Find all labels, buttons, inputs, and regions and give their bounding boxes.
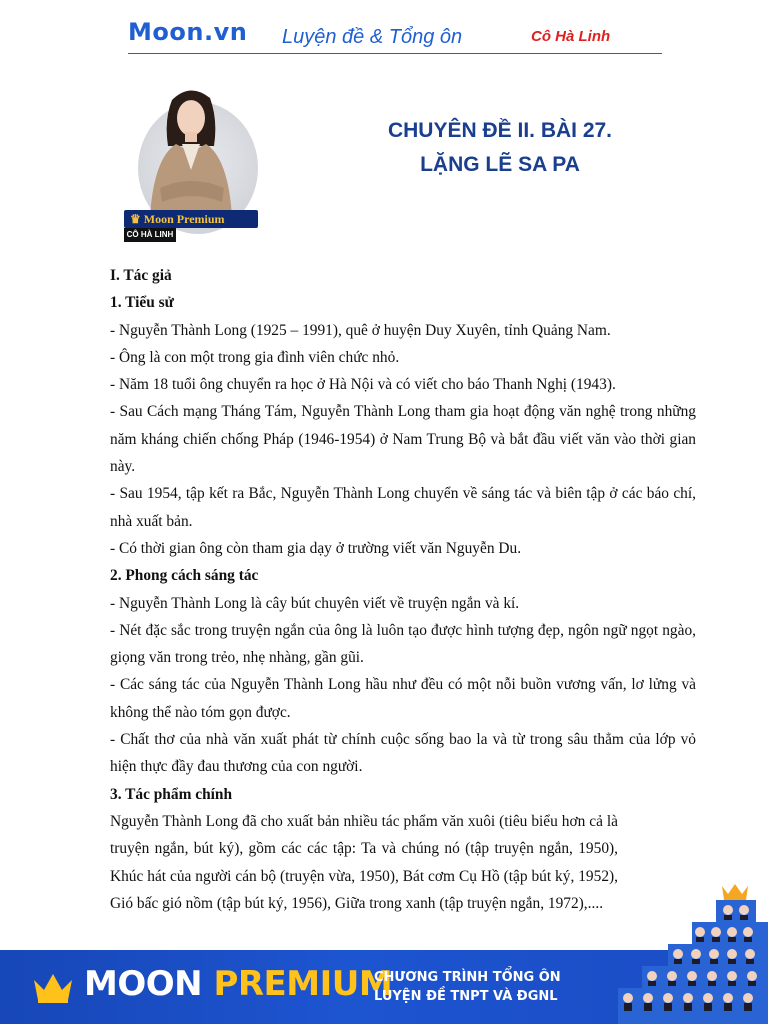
banner-program-line2: LUYỆN ĐỀ TNPT VÀ ĐGNL: [374, 989, 558, 1004]
paragraph: - Chất thơ của nhà văn xuất phát từ chính cuộc sống bao la và từ trong sâu thẳm của lớp vỏ hiện thực đầy đau thương của con người.: [110, 731, 696, 776]
crown-icon: [32, 970, 74, 1004]
banner-program: [374, 968, 561, 1006]
badge-label: Moon Premium: [143, 212, 225, 226]
teacher-portrait: [124, 80, 258, 246]
paragraph: - Nguyễn Thành Long (1925 – 1991), quê ở huyện Duy Xuyên, tỉnh Quảng Nam.: [110, 321, 611, 339]
badge-title: [124, 210, 258, 228]
paragraph: - Nguyễn Thành Long là cây bút chuyên viết về truyện ngắn và kí.: [110, 594, 520, 612]
subsection-heading: 1. Tiểu sử: [110, 294, 174, 312]
header-tagline: Luyện đề & Tổng ôn: [282, 26, 463, 48]
page-header: [128, 18, 662, 54]
subsection-heading: 3. Tác phẩm chính: [110, 785, 233, 803]
teacher-photo-icon: [124, 80, 258, 220]
paragraph: - Nét đặc sắc trong truyện ngắn của ông là luôn tạo được hình tượng đẹp, ngôn ngữ ngọt ngào, giọng văn trong trẻo, nhẹ nhàng, gần gũi.: [110, 621, 696, 667]
banner-brand: [84, 964, 392, 1004]
paragraph: Nguyễn Thành Long đã cho xuất bản nhiều tác phẩm văn xuôi (tiêu biểu hơn cả là truyện ngắn, bút ký), gồm các các tập: Ta và chúng nó (tập truyện ngắn, 1950), Khúc hát của người cán bộ (truyện vừa, 1950), Bát cơm Cụ Hồ (tập bút ký, 1952), Gió bấc gió nồm (tập bút ký, 1956), Giữa trong xanh (tập truyện ngắn, 1972),....: [110, 812, 618, 912]
crown-icon: ♛: [130, 212, 144, 226]
lesson-title-line1: CHUYÊN ĐỀ II. BÀI 27.: [387, 119, 613, 142]
paragraph: - Có thời gian ông còn tham gia dạy ở trường viết văn Nguyễn Du.: [110, 539, 522, 557]
teacher-team-image: [600, 880, 768, 1024]
banner-program-line1: CHƯƠNG TRÌNH TỔNG ÔN: [374, 970, 561, 985]
lesson-title: [330, 114, 670, 182]
lesson-title-line2: LẶNG LẼ SA PA: [420, 153, 580, 176]
moon-premium-badge: [124, 210, 258, 242]
paragraph: - Sau 1954, tập kết ra Bắc, Nguyễn Thành Long chuyển về sáng tác và biên tập ở các báo chí, nhà xuất bản.: [110, 485, 696, 530]
paragraph: - Ông là con một trong gia đình viên chức nhỏ.: [110, 348, 400, 366]
section-heading: I. Tác giả: [110, 267, 172, 284]
paragraph: - Năm 18 tuổi ông chuyển ra học ở Hà Nội và có viết cho báo Thanh Nghị (1943).: [110, 376, 616, 394]
banner-brand-moon: MOON: [84, 964, 203, 1004]
badge-teacher-name: CÔ HÀ LINH: [124, 228, 176, 242]
banner-brand-premium: PREMIUM: [213, 964, 393, 1004]
paragraph: - Các sáng tác của Nguyễn Thành Long hầu như đều có một nỗi buồn vương vấn, lơ lửng và không thể nào tóm gọn được.: [110, 676, 696, 721]
teacher-name: Cô Hà Linh: [531, 28, 611, 45]
paragraph: - Sau Cách mạng Tháng Tám, Nguyễn Thành Long tham gia hoạt động văn nghệ trong những năm kháng chiến chống Pháp (1946-1954) ở Nam Trung Bộ và bắt đầu viết văn vào thời gian này.: [110, 403, 696, 476]
subsection-heading: 2. Phong cách sáng tác: [110, 567, 259, 585]
brand-logo-text[interactable]: Moon.vn: [128, 18, 248, 46]
teacher-team-icon: [600, 880, 768, 1024]
document-body: [110, 262, 696, 917]
